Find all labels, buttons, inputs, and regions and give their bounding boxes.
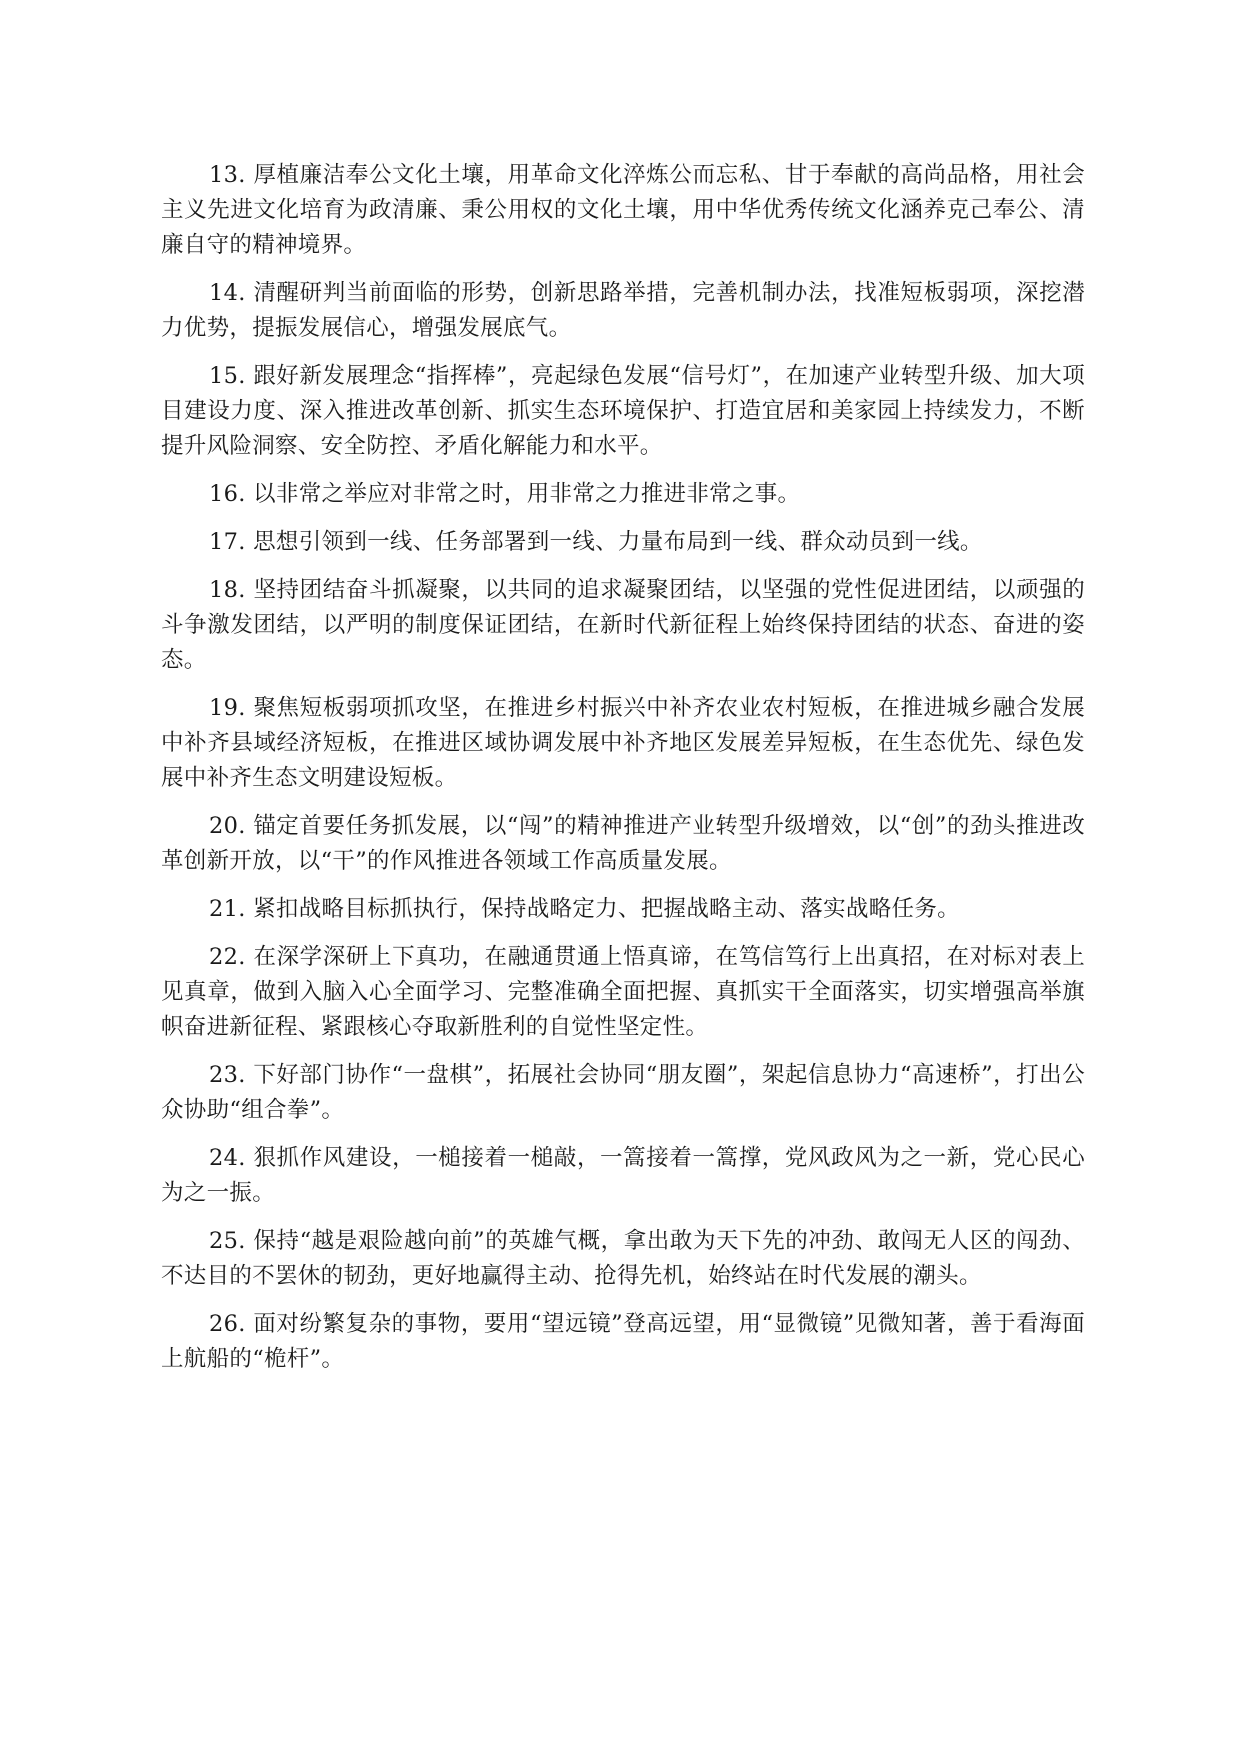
- paragraph-25: 25. 保持“越是艰险越向前”的英雄气概，拿出敢为天下先的冲劲、敢闯无人区的闯劲、不达目的不罢休的韧劲，更好地赢得主动、抢得先机，始终站在时代发展的潮头。: [161, 1228, 1085, 1289]
- paragraph-16: 16. 以非常之举应对非常之时，用非常之力推进非常之事。: [209, 481, 801, 507]
- paragraph-21: 21. 紧扣战略目标抓执行，保持战略定力、把握战略主动、落实战略任务。: [209, 896, 960, 922]
- paragraph-22: 22. 在深学深研上下真功，在融通贯通上悟真谛，在笃信笃行上出真招，在对标对表上见真章，做到入脑入心全面学习、完整准确全面把握、真抓实干全面落实，切实增强高举旗帜奋进新征程、紧跟核心夺取新胜利的自觉性坚定性。: [161, 944, 1085, 1040]
- paragraph-17: 17. 思想引领到一线、任务部署到一线、力量布局到一线、群众动员到一线。: [209, 529, 983, 555]
- paragraph-20: 20. 锚定首要任务抓发展，以“闯”的精神推进产业转型升级增效，以“创”的劲头推进改革创新开放，以“干”的作风推进各领域工作高质量发展。: [161, 813, 1085, 874]
- paragraph-19: 19. 聚焦短板弱项抓攻坚，在推进乡村振兴中补齐农业农村短板，在推进城乡融合发展中补齐县域经济短板，在推进区域协调发展中补齐地区发展差异短板，在生态优先、绿色发展中补齐生态文明建设短板。: [161, 695, 1085, 791]
- paragraph-13: 13. 厚植廉洁奉公文化土壤，用革命文化淬炼公而忘私、甘于奉献的高尚品格，用社会主义先进文化培育为政清廉、秉公用权的文化土壤，用中华优秀传统文化涵养克己奉公、清廉自守的精神境界。: [161, 162, 1085, 258]
- paragraph-18: 18. 坚持团结奋斗抓凝聚，以共同的追求凝聚团结，以坚强的党性促进团结，以顽强的斗争激发团结，以严明的制度保证团结，在新时代新征程上始终保持团结的状态、奋进的姿态。: [161, 577, 1085, 673]
- paragraph-23: 23. 下好部门协作“一盘棋”，拓展社会协同“朋友圈”，架起信息协力“高速桥”，打出公众协助“组合拳”。: [161, 1062, 1085, 1123]
- paragraph-15: 15. 跟好新发展理念“指挥棒”，亮起绿色发展“信号灯”，在加速产业转型升级、加大项目建设力度、深入推进改革创新、抓实生态环境保护、打造宜居和美家园上持续发力，不断提升风险洞察、安全防控、矛盾化解能力和水平。: [161, 363, 1085, 459]
- paragraph-26: 26. 面对纷繁复杂的事物，要用“望远镜”登高远望，用“显微镜”见微知著，善于看海面上航船的“桅杆”。: [161, 1311, 1085, 1372]
- paragraph-24: 24. 狠抓作风建设，一槌接着一槌敲，一篙接着一篙撑，党风政风为之一新，党心民心为之一振。: [161, 1145, 1085, 1206]
- document-page: [161, 158, 1085, 1390]
- paragraph-14: 14. 清醒研判当前面临的形势，创新思路举措，完善机制办法，找准短板弱项，深挖潜力优势，提振发展信心，增强发展底气。: [161, 280, 1085, 341]
